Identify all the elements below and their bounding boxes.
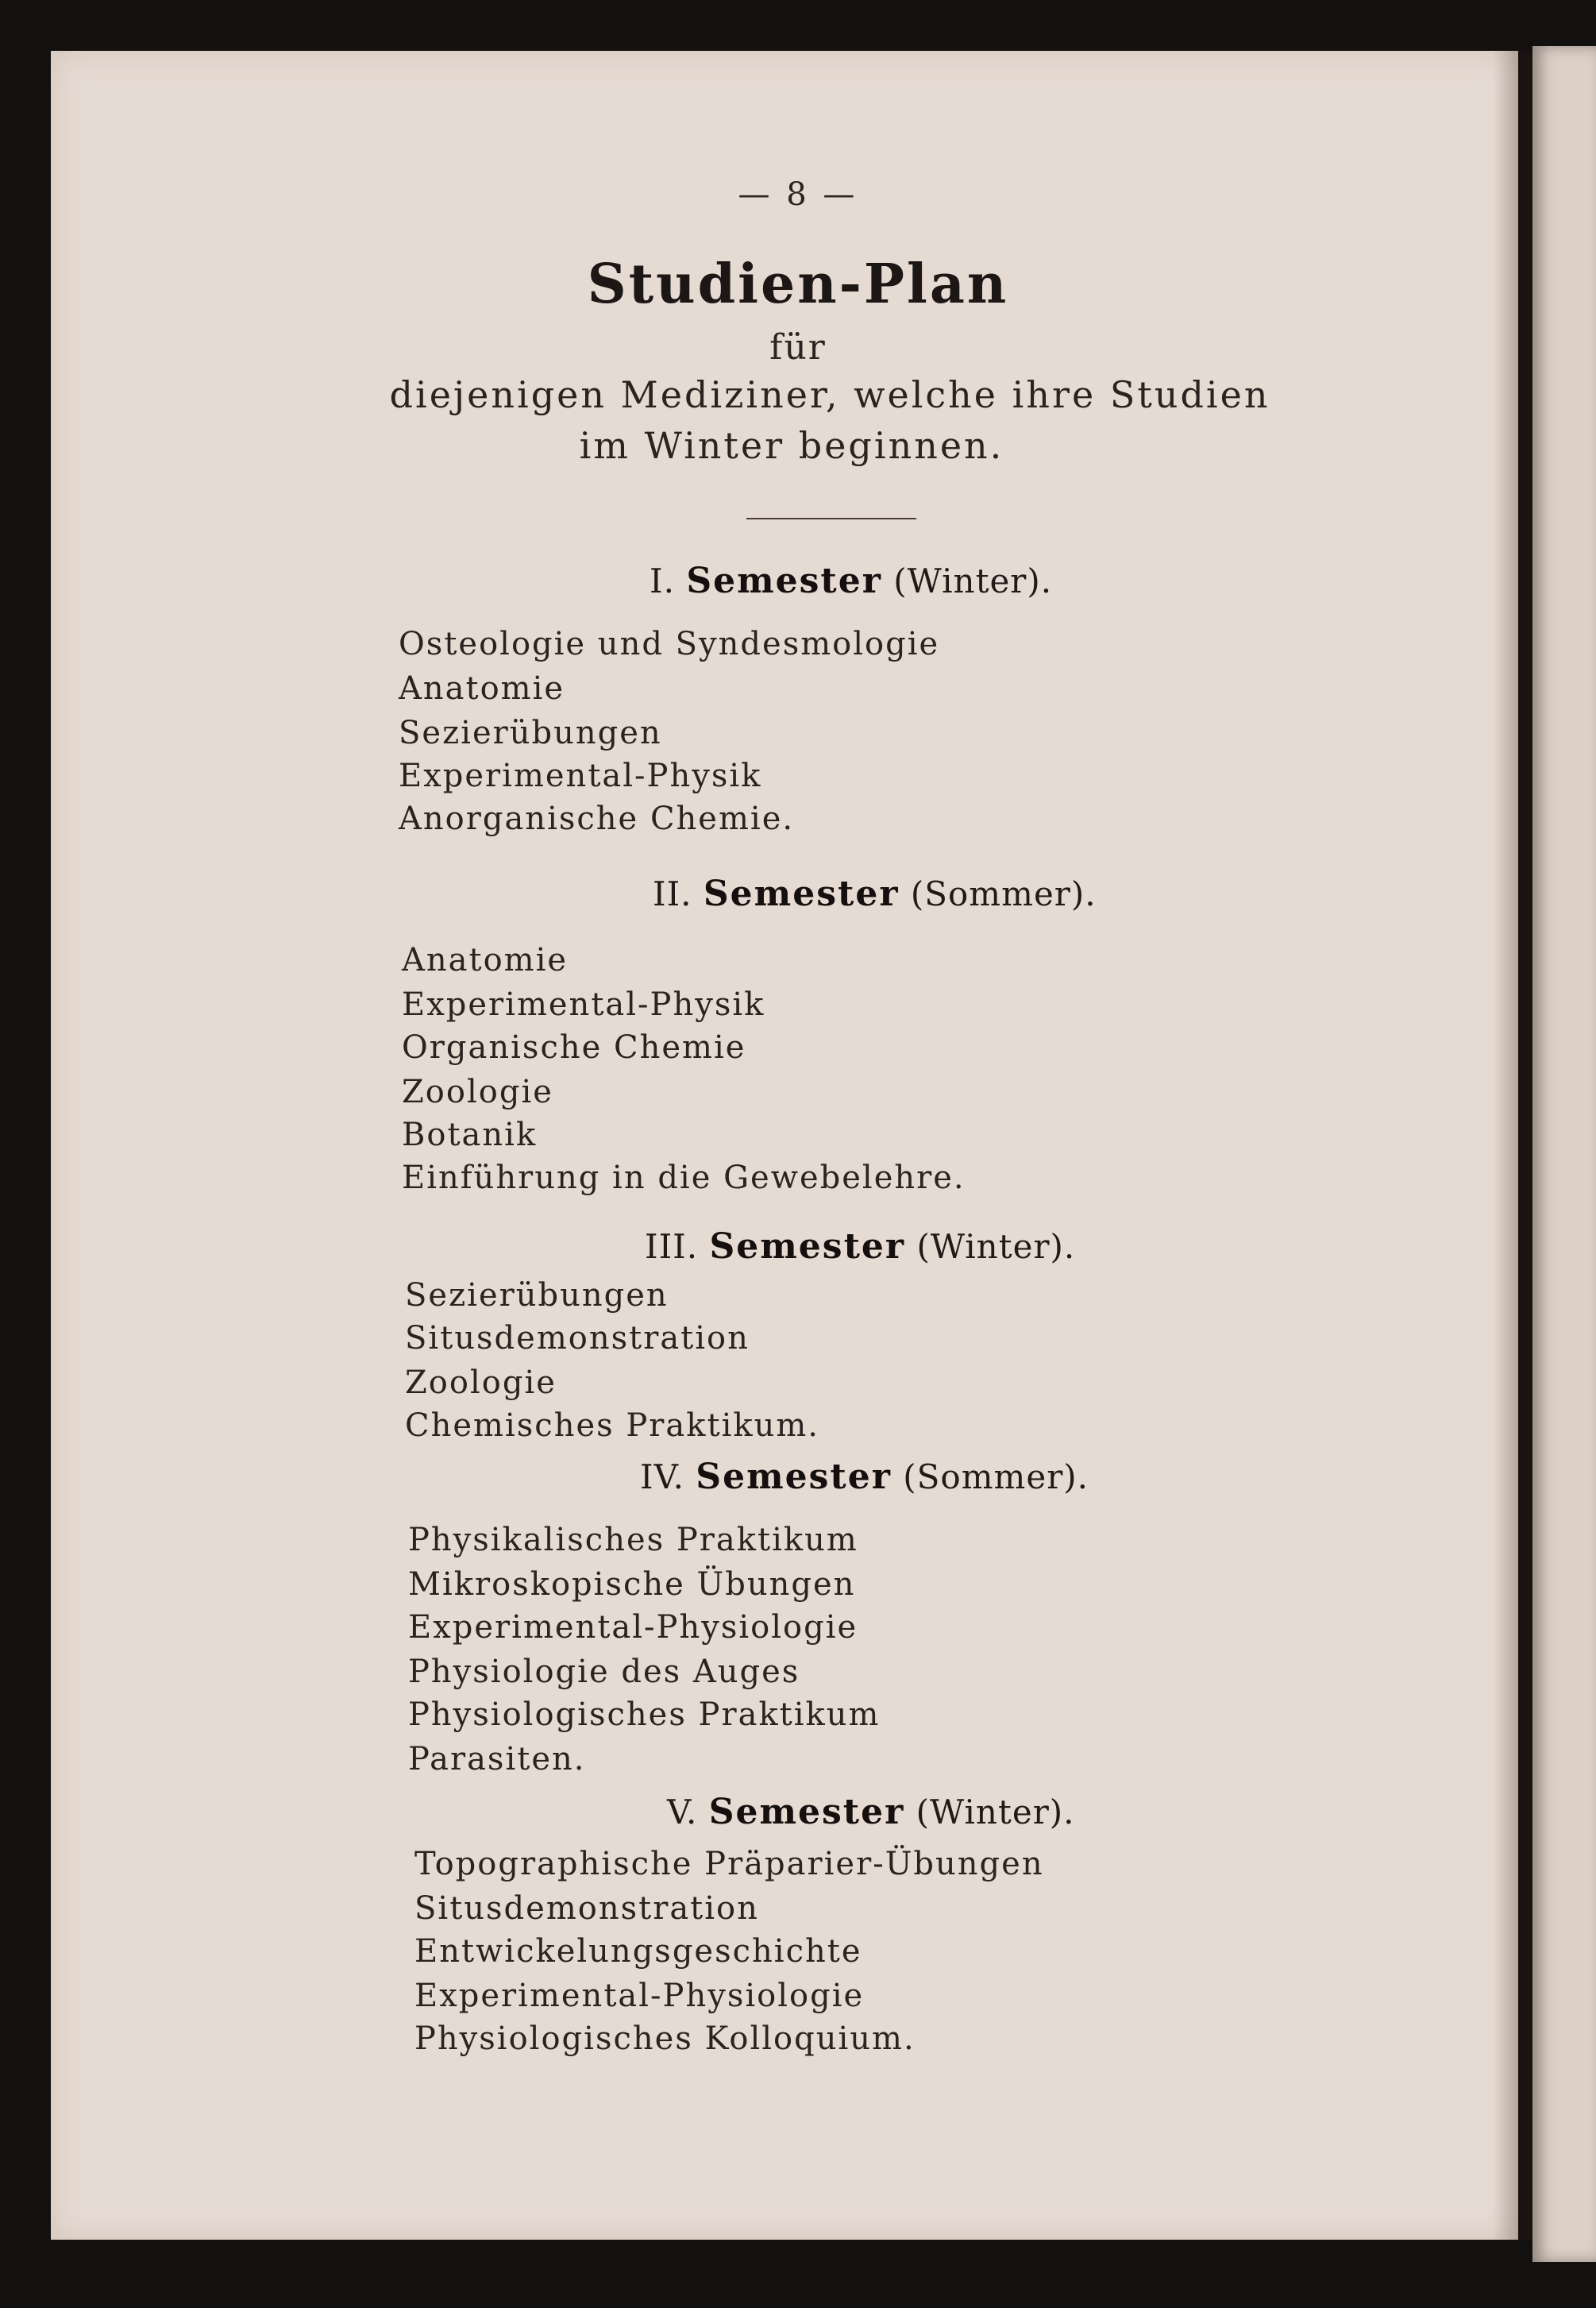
semester-numeral: IV. (640, 1457, 684, 1496)
semester-label: Semester (686, 561, 882, 601)
semester-heading-5 (667, 1792, 1075, 1832)
course-item: Zoologie (402, 1074, 553, 1110)
subtitle-line-2: im Winter beginnen. (579, 424, 1004, 467)
course-item: Sezierübungen (399, 715, 662, 751)
course-item: Botanik (402, 1117, 538, 1153)
page-title: Studien-Plan (587, 253, 1009, 316)
semester-numeral: II. (653, 874, 692, 913)
semester-season: (Winter). (916, 1793, 1075, 1831)
course-item: Experimental-Physiologie (414, 1978, 865, 2014)
course-item: Mikroskopische Übungen (408, 1566, 856, 1603)
semester-season: (Winter). (916, 1227, 1076, 1266)
course-item: Situsdemonstration (405, 1320, 750, 1357)
course-item: Parasiten. (408, 1741, 586, 1777)
course-item: Anatomie (399, 670, 565, 707)
subtitle-fuer: für (769, 327, 827, 368)
subtitle-line-1: diejenigen Mediziner, welche ihre Studien (389, 373, 1270, 416)
course-item: Sezierübungen (405, 1277, 669, 1314)
course-item: Experimental-Physiologie (408, 1609, 858, 1646)
semester-label: Semester (703, 874, 900, 914)
semester-label: Semester (708, 1792, 905, 1832)
semester-season: (Winter). (893, 562, 1053, 600)
semester-season: (Sommer). (910, 874, 1097, 913)
course-item: Anorganische Chemie. (399, 801, 795, 837)
course-item: Osteologie und Syndesmologie (399, 626, 940, 662)
course-item: Experimental-Physik (399, 758, 762, 794)
semester-label: Semester (709, 1226, 906, 1267)
divider-rule (746, 518, 916, 519)
semester-heading-3 (645, 1226, 1075, 1267)
course-item: Einführung in die Gewebelehre. (402, 1160, 966, 1196)
course-item: Physiologie des Auges (408, 1654, 800, 1690)
semester-numeral: III. (645, 1227, 699, 1266)
course-item: Anatomie (402, 942, 569, 978)
course-item: Zoologie (405, 1364, 557, 1401)
course-item: Physiologisches Kolloquium. (414, 2020, 916, 2057)
page-number: — 8 — (738, 176, 858, 213)
course-item: Experimental-Physik (402, 986, 765, 1023)
semester-numeral: V. (667, 1793, 698, 1831)
course-item: Entwickelungsgeschichte (414, 1933, 862, 1970)
semester-season: (Sommer). (903, 1457, 1089, 1496)
semester-heading-1 (650, 561, 1052, 601)
course-item: Situsdemonstration (414, 1890, 759, 1927)
semester-heading-2 (653, 874, 1097, 914)
semester-numeral: I. (650, 562, 675, 600)
semester-label: Semester (696, 1457, 892, 1497)
semester-heading-4 (640, 1457, 1089, 1497)
course-item: Chemisches Praktikum. (405, 1407, 819, 1444)
course-item: Physikalisches Praktikum (408, 1522, 858, 1558)
course-item: Organische Chemie (402, 1029, 746, 1066)
course-item: Topographische Präparier-Übungen (414, 1846, 1044, 1882)
course-item: Physiologisches Praktikum (408, 1696, 881, 1733)
